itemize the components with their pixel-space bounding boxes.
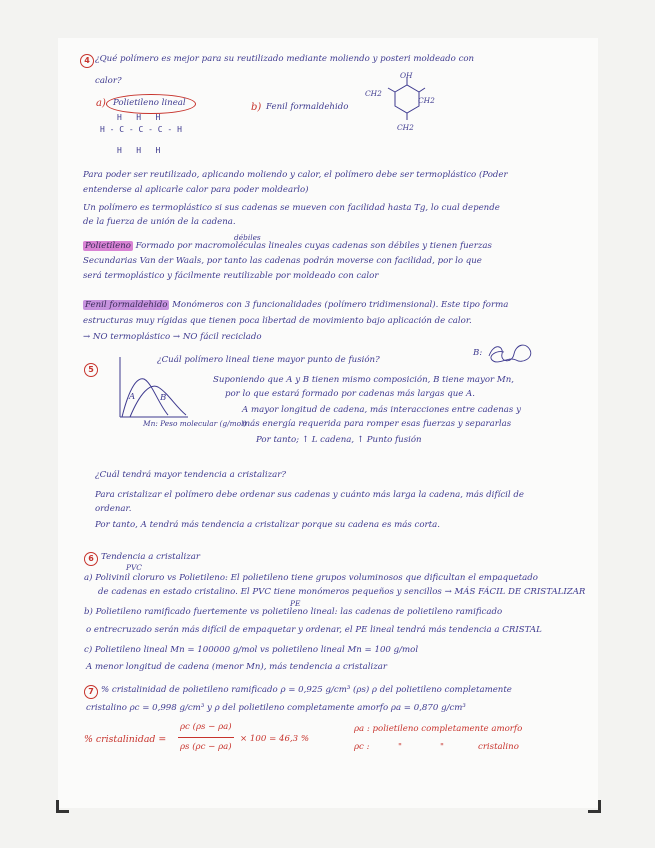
x-axis-label: Mn: Peso molecular (g/mol)	[143, 419, 247, 428]
question-number-7: 7	[84, 685, 98, 699]
q6-b-superscript: PE	[290, 599, 301, 608]
formula-lhs: % cristalinidad =	[84, 734, 167, 745]
q5-q2-line1: Para cristalizar el polímero debe ordenar sus cadenas y cuánto más larga la cadena, más difícil de	[95, 490, 524, 500]
page-corner-mark	[56, 800, 69, 813]
legend-ditto-1: "	[398, 742, 402, 752]
polietileno-paragraph-line1	[83, 241, 492, 252]
fenil-line2: estructuras muy rígidas que tienen poca libertad de movimiento bajo aplicación de calor.	[83, 316, 472, 326]
ethane-h-bottom: H H H	[117, 146, 161, 155]
q5-question2: ¿Cuál tendrá mayor tendencia a cristalizar?	[95, 470, 286, 480]
tangled-chain-sketch	[486, 338, 536, 368]
fenil-line3: → NO termoplástico → NO fácil reciclado	[83, 332, 262, 342]
q4-answer-line2: entenderse al aplicarle calor para poder moldearlo)	[83, 185, 309, 195]
q5-q2-line3: Por tanto, A tendrá más tendencia a cristalizar porque su cadena es más corta.	[95, 520, 440, 530]
fenil-highlight: Fenil formaldehido	[85, 300, 168, 310]
polietileno-superscript: débiles	[234, 233, 261, 242]
q5-question: ¿Cuál polímero lineal tiene mayor punto de fusión?	[157, 355, 380, 365]
legend-rho-a: ρa : polietileno completamente amorfo	[354, 724, 523, 734]
legend-ditto-2: "	[440, 742, 444, 752]
ethane-chain: H - C - C - C - H	[100, 125, 182, 134]
formula-result: × 100 = 46,3 %	[240, 734, 310, 744]
question-number-4: 4	[80, 54, 94, 68]
q4-option-a-text: Polietileno lineal	[113, 98, 186, 108]
phenol-oh-label: OH	[400, 71, 413, 80]
q6-c-line1: c) Polietileno lineal Mn = 100000 g/mol vs polietileno lineal Mn = 100 g/mol	[84, 645, 419, 655]
page-corner-mark	[588, 800, 601, 813]
q7-line2: cristalino ρc = 0,998 g/cm³ y ρ del polietileno completamente amorfo ρa = 0,870 g/cm³	[86, 703, 466, 713]
q6-a-line1: a) Polivinil cloruro vs Polietileno: El polietileno tiene grupos voluminosos que dificultan el empaquetado	[84, 573, 538, 583]
q6-a-superscript: PVC	[126, 563, 142, 572]
formula-numerator: ρc (ρs − ρa)	[180, 722, 232, 732]
fenil-line1-text: Monómeros con 3 funcionalidades (polímero tridimensional). Este tipo forma	[172, 300, 509, 310]
question-number-6: 6	[84, 552, 98, 566]
q5-answer-line5: Por tanto; ↑ L cadena, ↑ Punto fusión	[256, 435, 422, 445]
q4-option-b-label: b)	[251, 102, 262, 113]
q4-question-line2: calor?	[95, 76, 122, 86]
q4-option-b-text: Fenil formaldehido	[266, 102, 349, 112]
question-number-5: 5	[84, 363, 98, 377]
phenol-ch2-left: CH2	[365, 89, 382, 98]
q4-answer-line3: Un polímero es termoplástico si sus cadenas se mueven con facilidad hasta Tg, lo cual depende	[83, 203, 500, 213]
phenol-ch2-right: CH2	[418, 96, 435, 105]
q6-title: Tendencia a cristalizar	[101, 552, 200, 562]
q6-b-line2: o entrecruzado serán más difícil de empaquetar y ordenar, el PE lineal tendrá más tendencia a CRISTAL	[86, 625, 542, 635]
q4-option-a-label: a)	[96, 98, 106, 109]
q5-answer-line2: por lo que estará formado por cadenas más largas que A.	[225, 389, 475, 399]
ethane-h-top: H H H	[117, 113, 161, 122]
curve-b-label: B	[160, 393, 167, 403]
q5-answer-line4: más energía requerida para romper esas fuerzas y separarlas	[242, 419, 512, 429]
q5-q2-line2: ordenar.	[95, 504, 132, 514]
formula-denominator: ρs (ρc − ρa)	[180, 742, 232, 752]
legend-rho-c-symbol: ρc :	[354, 742, 370, 752]
q5-answer-line3: A mayor longitud de cadena, más interacciones entre cadenas y	[242, 405, 521, 415]
q4-question-line1: ¿Qué polímero es mejor para su reutilizado mediante moliendo y posteri moldeado con	[95, 54, 475, 64]
polietileno-line3: será termoplástico y fácilmente reutilizable por moldeado con calor	[83, 271, 379, 281]
q6-a-line2: de cadenas en estado cristalino. El PVC tiene monómeros pequeños y sencillos → MÁS FÁCIL DE CRISTALIZAR	[98, 587, 586, 597]
polietileno-line1-text: Formado por macromoléculas lineales cuyas cadenas son débiles y tienen fuerzas	[135, 241, 492, 251]
curve-a-label: A	[129, 392, 136, 402]
q5-b-label: B:	[473, 348, 483, 358]
q4-answer-line1: Para poder ser reutilizado, aplicando moliendo y calor, el polímero debe ser termoplástico (Poder	[83, 170, 508, 180]
fraction-bar	[178, 737, 234, 738]
polietileno-line2: Secundarias Van der Waals, por tanto las cadenas podrán moverse con facilidad, por lo que	[83, 256, 482, 266]
q7-line1: % cristalinidad de polietileno ramificado ρ = 0,925 g/cm³ (ρs) ρ del polietileno completamente	[101, 685, 512, 695]
polietileno-highlight: Polietileno	[85, 241, 131, 251]
phenol-ch2-bottom: CH2	[397, 123, 414, 132]
q5-answer-line1: Suponiendo que A y B tienen mismo composición, B tiene mayor Mn,	[213, 375, 514, 385]
fenil-paragraph-line1	[83, 300, 508, 311]
mw-distribution-sketch	[110, 355, 190, 425]
q4-answer-line4: de la fuerza de unión de la cadena.	[83, 217, 236, 227]
legend-rho-c-text: cristalino	[478, 742, 519, 752]
phenol-ring-drawing	[380, 82, 440, 142]
q6-c-line2: A menor longitud de cadena (menor Mn), más tendencia a cristalizar	[86, 662, 387, 672]
q6-b-line1: b) Polietileno ramificado fuertemente vs polietileno lineal: las cadenas de polietileno ramificado	[84, 607, 503, 617]
